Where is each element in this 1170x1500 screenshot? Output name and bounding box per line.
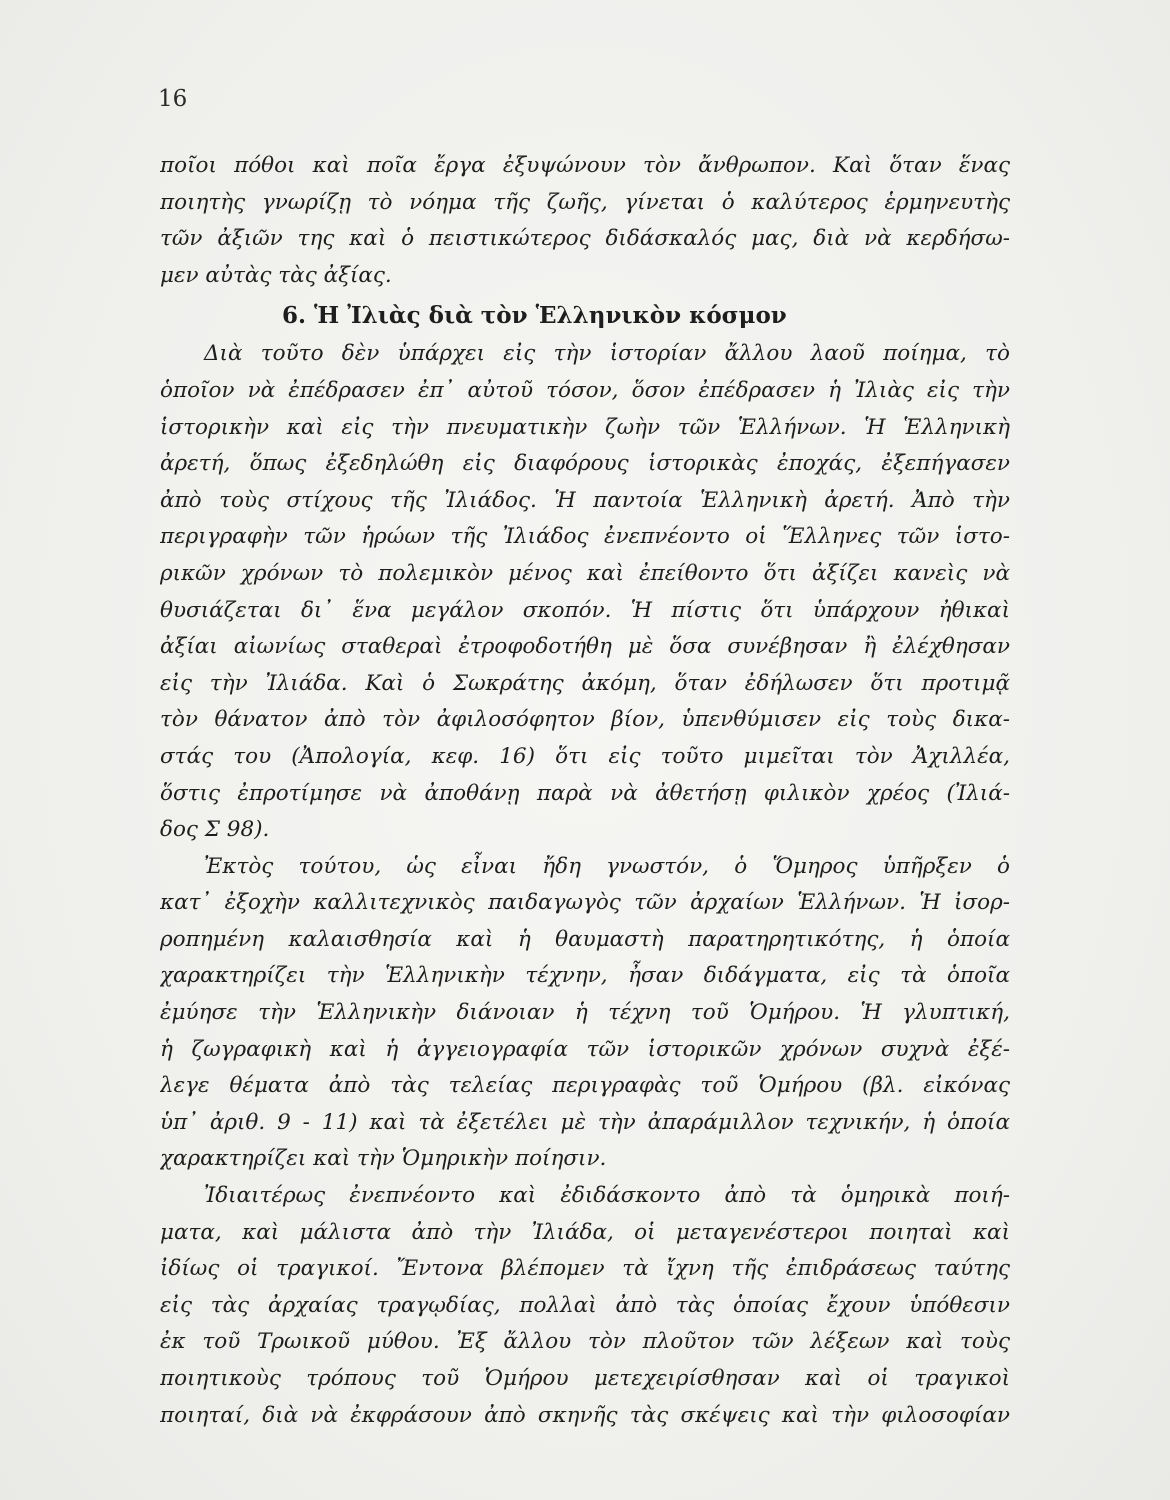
- text-line: ὑπ᾽ ἀριθ. 9 - 11) καὶ τὰ ἐξετέλει μὲ τὴν ἀπαράμιλλον τεχνικήν, ἡ ὁποία: [160, 1109, 1010, 1135]
- text-line: ποιητὴς γνωρίζῃ τὸ νόημα τῆς ζωῆς, γίνεται ὁ καλύτερος ἑρμηνευτὴς: [160, 189, 1010, 215]
- text-line: ρικῶν χρόνων τὸ πολεμικὸν μένος καὶ ἐπείθοντο ὅτι ἀξίζει κανεὶς νὰ: [160, 560, 1010, 586]
- paragraph-1: [160, 336, 1010, 848]
- text-line: δος Σ 98).: [160, 817, 270, 843]
- text-line: ἡ ζωγραφικὴ καὶ ἡ ἀγγειογραφία τῶν ἱστορικῶν χρόνων συχνὰ ἐξέ-: [160, 1036, 1010, 1062]
- text-line: ἀρετή, ὅπως ἐξεδηλώθη εἰς διαφόρους ἱστορικὰς ἐποχάς, ἐξεπήγασεν: [160, 451, 1010, 477]
- text-line: κατ᾽ ἐξοχὴν καλλιτεχνικὸς παιδαγωγὸς τῶν ἀρχαίων Ἑλλήνων. Ἡ ἰσορ-: [160, 890, 1010, 916]
- text-line: λεγε θέματα ἀπὸ τὰς τελείας περιγραφὰς τοῦ Ὁμήρου (βλ. εἰκόνας: [160, 1073, 1010, 1099]
- section-heading: 6. Ἡ Ἰλιὰς διὰ τὸν Ἑλληνικὸν κόσμον: [282, 302, 787, 330]
- text-line: ὁποῖον νὰ ἐπέδρασεν ἐπ᾽ αὐτοῦ τόσον, ὅσον ἐπέδρασεν ἡ Ἰλιὰς εἰς τὴν: [160, 377, 1010, 403]
- text-line: ὅστις ἐπροτίμησε νὰ ἀποθάνῃ παρὰ νὰ ἀθετήσῃ φιλικὸν χρέος (Ἰλιά-: [160, 780, 1010, 806]
- text-line: ἐμύησε τὴν Ἑλληνικὴν διάνοιαν ἡ τέχνη τοῦ Ὁμήρου. Ἡ γλυπτική,: [160, 1000, 1010, 1026]
- paragraph-2: [160, 849, 1010, 1178]
- text-line: ποῖοι πόθοι καὶ ποῖα ἔργα ἐξυψώνουν τὸν ἄνθρωπον. Καὶ ὅταν ἕνας: [160, 153, 1010, 178]
- text-line: μεν αὐτὰς τὰς ἀξίας.: [160, 262, 392, 288]
- text-line: εἰς τὰς ἀρχαίας τραγῳδίας, πολλαὶ ἀπὸ τὰς ὁποίας ἔχουν ὑπόθεσιν: [160, 1292, 1010, 1318]
- paragraph-3: [160, 1178, 1010, 1434]
- text-line: ἱστορικὴν καὶ εἰς τὴν πνευματικὴν ζωὴν τῶν Ἑλλήνων. Ἡ Ἑλληνικὴ: [160, 414, 1010, 440]
- text-line: ματα, καὶ μάλιστα ἀπὸ τὴν Ἰλιάδα, οἱ μεταγενέστεροι ποιηταὶ καὶ: [160, 1219, 1010, 1245]
- text-line: χαρακτηρίζει καὶ τὴν Ὁμηρικὴν ποίησιν.: [160, 1146, 607, 1172]
- text-line: ροπημένη καλαισθησία καὶ ἡ θαυμαστὴ παρατηρητικότης, ἡ ὁποία: [160, 926, 1010, 952]
- text-line: ἐκ τοῦ Τρωικοῦ μύθου. Ἐξ ἄλλου τὸν πλοῦτον τῶν λέξεων καὶ τοὺς: [160, 1329, 1010, 1355]
- text-line: θυσιάζεται δι᾽ ἕνα μεγάλον σκοπόν. Ἡ πίστις ὅτι ὑπάρχουν ἠθικαὶ: [160, 597, 1010, 623]
- text-line: ἰδίως οἱ τραγικοί. Ἔντονα βλέπομεν τὰ ἴχνη τῆς ἐπιδράσεως ταύτης: [160, 1256, 1010, 1282]
- text-line: ἀξίαι αἰωνίως σταθεραὶ ἐτροφοδοτήθη μὲ ὅσα συνέβησαν ἢ ἐλέχθησαν: [160, 634, 1010, 660]
- text-line: τῶν ἀξιῶν της καὶ ὁ πειστικώτερος διδάσκαλός μας, διὰ νὰ κερδήσω-: [160, 226, 1010, 252]
- intro-paragraph: [160, 148, 1010, 294]
- text-line: τὸν θάνατον ἀπὸ τὸν ἀφιλοσόφητον βίον, ὑπενθύμισεν εἰς τοὺς δικα-: [160, 707, 1010, 733]
- text-line: ἀπὸ τοὺς στίχους τῆς Ἰλιάδος. Ἡ παντοία Ἑλληνικὴ ἀρετή. Ἀπὸ τὴν: [160, 487, 1010, 513]
- text-line: χαρακτηρίζει τὴν Ἑλληνικὴν τέχνην, ἦσαν διδάγματα, εἰς τὰ ὁποῖα: [160, 963, 1010, 989]
- text-line: Ἰδιαιτέρως ἐνεπνέοντο καὶ ἐδιδάσκοντο ἀπὸ τὰ ὁμηρικὰ ποιή-: [204, 1183, 1010, 1209]
- text-line: ποιηταί, διὰ νὰ ἐκφράσουν ἀπὸ σκηνῆς τὰς σκέψεις καὶ τὴν φιλοσοφίαν: [160, 1402, 1010, 1428]
- page-number: 16: [158, 86, 188, 112]
- text-line: εἰς τὴν Ἰλιάδα. Καὶ ὁ Σωκράτης ἀκόμη, ὅταν ἐδήλωσεν ὅτι προτιμᾷ: [160, 670, 1010, 696]
- text-line: Ἐκτὸς τούτου, ὡς εἶναι ἤδη γνωστόν, ὁ Ὅμηρος ὑπῆρξεν ὁ: [204, 853, 1010, 879]
- text-line: Διὰ τοῦτο δὲν ὑπάρχει εἰς τὴν ἱστορίαν ἄλλου λαοῦ ποίημα, τὸ: [204, 341, 1010, 367]
- text-line: στάς του (Ἀπολογία, κεφ. 16) ὅτι εἰς τοῦτο μιμεῖται τὸν Ἀχιλλέα,: [160, 743, 1010, 769]
- text-line: ποιητικοὺς τρόπους τοῦ Ὁμήρου μετεχειρίσθησαν καὶ οἱ τραγικοὶ: [160, 1366, 1010, 1391]
- text-line: περιγραφὴν τῶν ἡρώων τῆς Ἰλιάδος ἐνεπνέοντο οἱ Ἕλληνες τῶν ἱστο-: [160, 524, 1010, 550]
- text-block: [160, 148, 1010, 1434]
